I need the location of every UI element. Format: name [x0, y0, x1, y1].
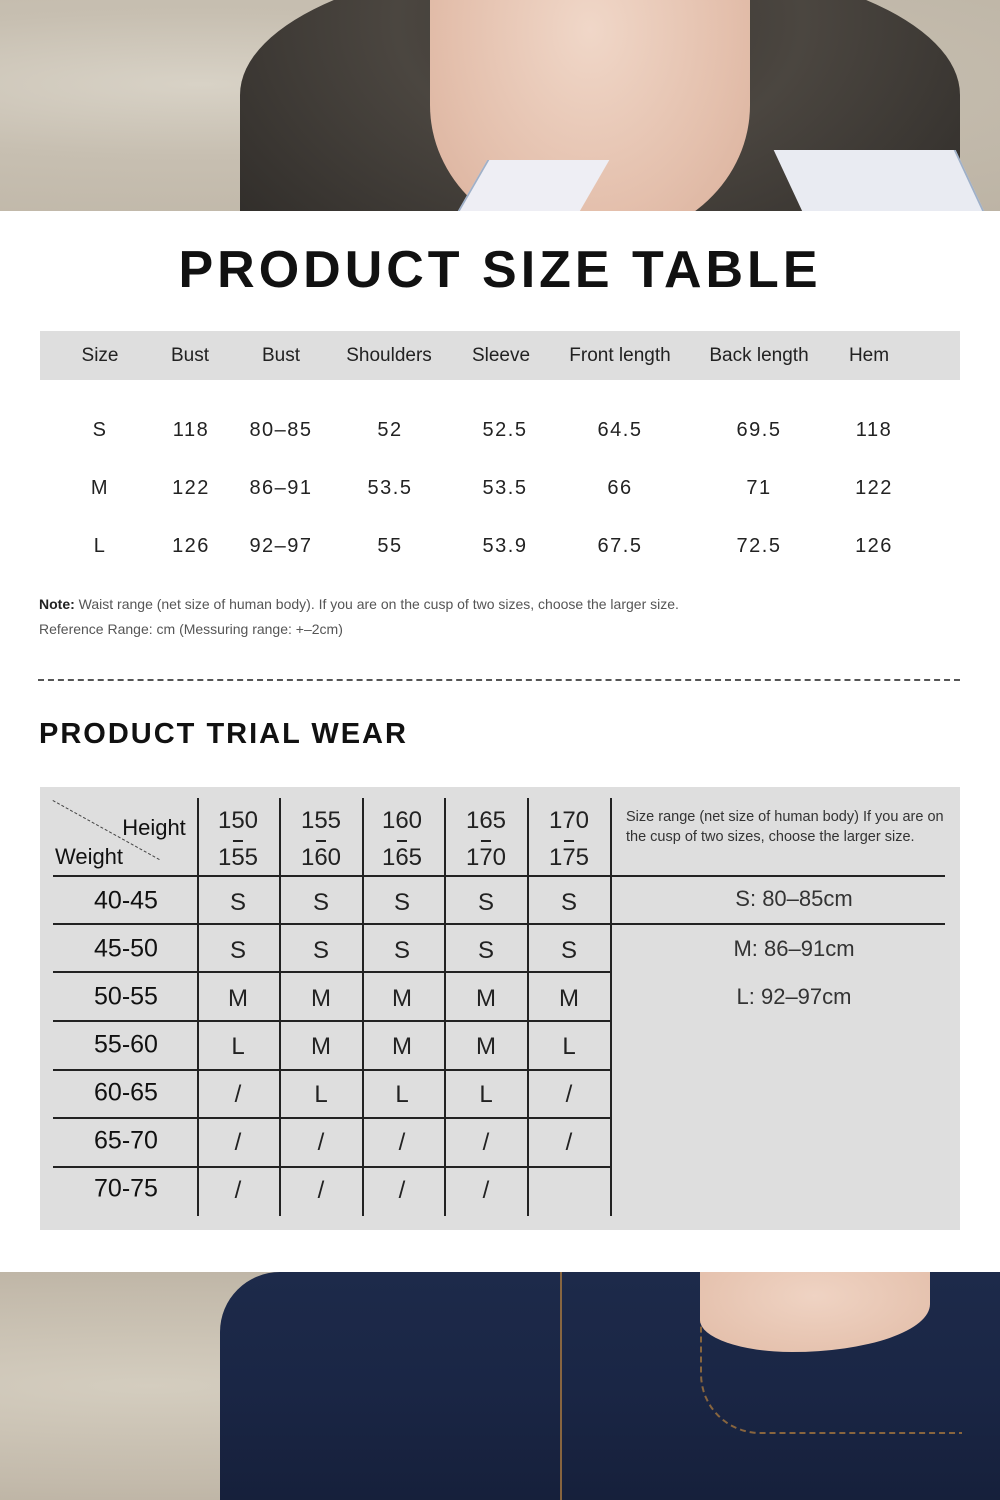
grid-vline [444, 798, 446, 1216]
grid-vline [279, 798, 281, 1216]
size-col-header: Sleeve [471, 345, 531, 366]
fit-cell: S [560, 889, 578, 916]
fit-cell: / [398, 1129, 406, 1156]
size-table-cell: M [90, 477, 110, 499]
height-header [466, 802, 506, 876]
grid-vline [197, 798, 199, 1216]
size-table-cell: 80–85 [249, 419, 313, 441]
size-range-value: S: 80–85cm [735, 886, 853, 911]
grid-hline [53, 1020, 610, 1022]
weight-label: 65-70 [94, 1126, 158, 1155]
fit-cell: / [482, 1177, 490, 1204]
fit-cell: S [312, 889, 330, 916]
fit-cell: S [477, 889, 495, 916]
height-header [218, 802, 258, 876]
height-bottom: 160 [301, 839, 341, 876]
weight-axis-label: Weight [54, 844, 124, 869]
height-top: 165 [465, 807, 507, 834]
fit-cell: M [228, 985, 248, 1012]
size-table-cell: 52 [377, 419, 403, 441]
fit-cell: L [231, 1033, 245, 1060]
fit-cell: M [559, 985, 579, 1012]
fit-cell: L [562, 1033, 576, 1060]
height-bottom: 170 [466, 839, 506, 876]
fit-cell: S [229, 889, 247, 916]
size-table-cell: 71 [746, 477, 772, 499]
fit-cell: M [392, 985, 412, 1012]
size-table-cell: S [92, 419, 108, 441]
fit-cell: M [476, 1033, 496, 1060]
size-table-cell: 66 [607, 477, 633, 499]
fit-cell: / [234, 1081, 242, 1108]
height-header [301, 802, 341, 876]
size-table-cell: 64.5 [597, 419, 643, 441]
top-photo [0, 0, 1000, 211]
height-top: 170 [548, 807, 590, 834]
note-line [39, 596, 679, 612]
size-table-cell: 118 [855, 419, 893, 441]
height-top: 155 [300, 807, 342, 834]
height-header [382, 802, 422, 876]
bottom-photo [0, 1272, 1000, 1500]
size-table-cell: 52.5 [482, 419, 528, 441]
size-table-cell: 126 [855, 535, 893, 557]
grid-hline [53, 971, 610, 973]
height-header [549, 802, 589, 876]
size-table-cell: 67.5 [597, 535, 643, 557]
fit-cell: / [317, 1129, 325, 1156]
size-table-cell: 122 [172, 477, 210, 499]
fit-cell: M [311, 985, 331, 1012]
height-bottom: 165 [382, 839, 422, 876]
size-col-header: Front length [569, 345, 671, 366]
grid-hline [53, 1166, 610, 1168]
fit-cell: L [479, 1081, 493, 1108]
fit-cell: M [311, 1033, 331, 1060]
size-table-cell: 53.5 [367, 477, 413, 499]
fit-cell: / [482, 1129, 490, 1156]
fit-cell: S [393, 937, 411, 964]
fit-cell: / [398, 1177, 406, 1204]
trial-title: PRODUCT TRIAL WEAR [39, 718, 408, 750]
size-col-header: Bust [261, 345, 301, 366]
height-top: 150 [217, 807, 259, 834]
size-table-cell: 55 [377, 535, 403, 557]
grid-hline [53, 1069, 610, 1071]
size-table-cell: 69.5 [736, 419, 782, 441]
fit-cell: L [395, 1081, 409, 1108]
fit-cell: / [234, 1177, 242, 1204]
fit-cell: / [565, 1129, 573, 1156]
weight-label: 50-55 [94, 982, 158, 1011]
size-col-header: Hem [848, 345, 890, 366]
fit-cell: M [392, 1033, 412, 1060]
fit-cell: / [317, 1177, 325, 1204]
size-range-value: M: 86–91cm [733, 936, 855, 961]
height-top: 160 [381, 807, 423, 834]
size-col-header: Size [81, 345, 119, 366]
size-table-cell: L [93, 535, 107, 557]
size-range-value: L: 92–97cm [736, 984, 852, 1009]
size-table-cell: 126 [172, 535, 210, 557]
weight-label: 70-75 [94, 1174, 158, 1203]
fit-cell: S [312, 937, 330, 964]
weight-label: 40-45 [94, 886, 158, 915]
page-title: PRODUCT SIZE TABLE [178, 241, 822, 299]
fit-cell: S [229, 937, 247, 964]
grid-vline [610, 798, 612, 1216]
height-axis-label: Height [122, 815, 186, 840]
fit-cell: L [314, 1081, 328, 1108]
size-table-cell: 72.5 [736, 535, 782, 557]
reference-range: Reference Range: cm (Messuring range: +–2cm) [39, 621, 343, 637]
grid-vline [527, 798, 529, 1216]
size-col-header: Bust [170, 345, 210, 366]
fit-cell: S [393, 889, 411, 916]
grid-vline [362, 798, 364, 1216]
note-text: Waist range (net size of human body). If you are on the cusp of two sizes, choose the larger size. [78, 596, 679, 612]
grid-hline [53, 923, 945, 925]
weight-label: 45-50 [94, 934, 158, 963]
fit-cell: / [565, 1081, 573, 1108]
size-table-cell: 92–97 [249, 535, 313, 557]
grid-hline [53, 1117, 610, 1119]
size-table-cell: 53.9 [482, 535, 528, 557]
fit-cell: M [476, 985, 496, 1012]
size-table-cell: 122 [855, 477, 893, 499]
weight-label: 60-65 [94, 1078, 158, 1107]
fit-cell: S [477, 937, 495, 964]
dashed-divider [38, 679, 960, 681]
size-col-header: Back length [709, 345, 809, 366]
height-bottom: 175 [549, 839, 589, 876]
fit-cell: / [234, 1129, 242, 1156]
fit-cell: S [560, 937, 578, 964]
note-label: Note: [39, 596, 75, 612]
range-note: Size range (net size of human body) If you are on the cusp of two sizes, choose the larger size. [626, 809, 944, 845]
size-table-cell: 53.5 [482, 477, 528, 499]
weight-label: 55-60 [94, 1030, 158, 1059]
size-col-header: Shoulders [346, 345, 432, 366]
height-bottom: 155 [218, 839, 258, 876]
size-table-cell: 86–91 [249, 477, 313, 499]
size-table-cell: 118 [172, 419, 210, 441]
